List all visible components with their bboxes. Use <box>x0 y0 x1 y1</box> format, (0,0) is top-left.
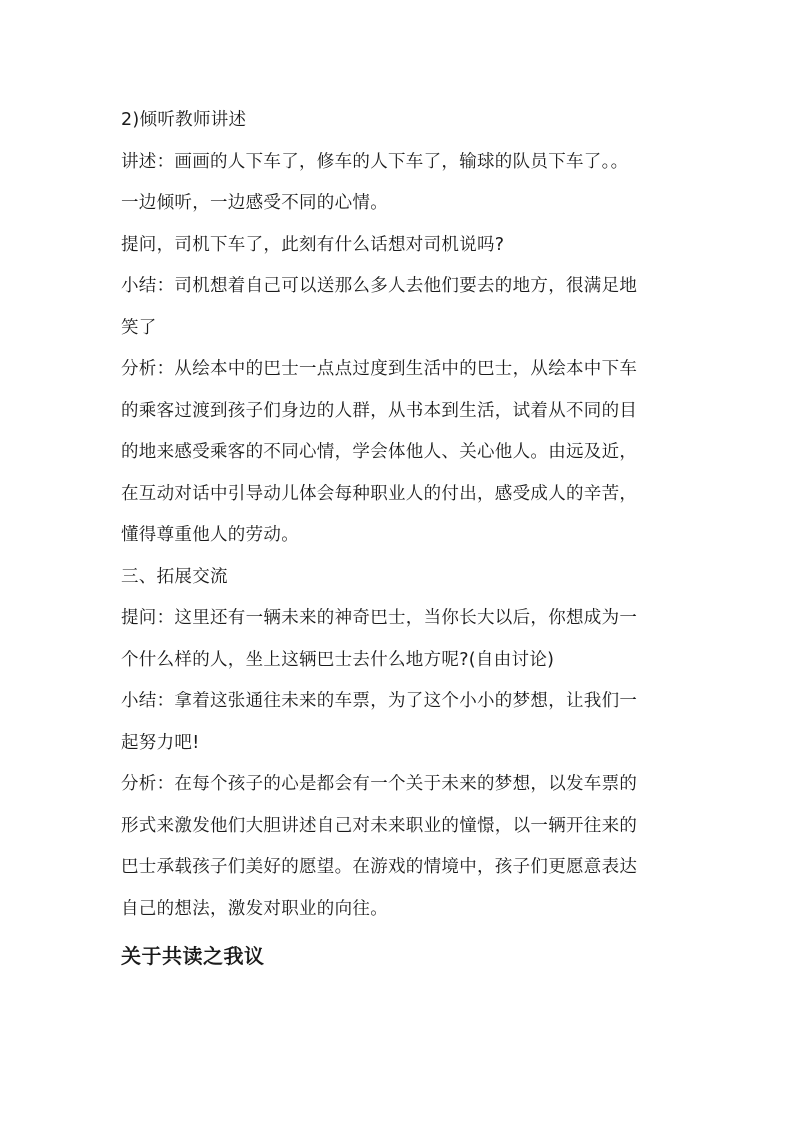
paragraph-line: 2)倾听教师讲述 <box>121 110 247 130</box>
paragraph-line: 小结：拿着这张通往未来的车票，为了这个小小的梦想，让我们一 <box>121 691 638 711</box>
section-title: 三、拓展交流 <box>121 566 228 587</box>
paragraph-line: 小结：司机想着自己可以送那么多人去他们要去的地方，很满足地 <box>121 276 638 296</box>
paragraph-line: 的地来感受乘客的不同心情，学会体他人、关心他人。由远及近， <box>121 442 638 462</box>
paragraph-line: 讲述：画画的人下车了，修车的人下车了，输球的队员下车了。。 <box>121 151 629 172</box>
paragraph-line: 起努力吧! <box>121 732 200 753</box>
article-heading: 关于共读之我议 <box>121 944 265 968</box>
paragraph-line: 笑了 <box>121 317 157 338</box>
document-body <box>121 100 676 976</box>
paragraph-line: 提问，司机下车了，此刻有什么话想对司机说吗? <box>121 234 505 255</box>
paragraph-line: 分析：在每个孩子的心是都会有一个关于未来的梦想，以发车票的 <box>121 774 638 794</box>
paragraph-line: 个什么样的人，坐上这辆巴士去什么地方呢?(自由讨论) <box>121 649 555 670</box>
paragraph-line: 分析：从绘本中的巴士一点点过度到生活中的巴士，从绘本中下车 <box>121 359 638 379</box>
paragraph-line: 在互动对话中引导动儿体会每种职业人的付出，感受成人的辛苦， <box>121 483 638 504</box>
paragraph-line: 提问：这里还有一辆未来的神奇巴士，当你长大以后，你想成为一 <box>121 608 638 628</box>
paragraph-line: 自己的想法，激发对职业的向往。 <box>121 898 388 919</box>
paragraph-line: 的乘客过渡到孩子们身边的人群，从书本到生活，试着从不同的目 <box>121 400 638 421</box>
paragraph-line: 形式来激发他们大胆讲述自己对未来职业的憧憬，以一辆开往来的 <box>121 815 638 836</box>
paragraph-line: 巴士承载孩子们美好的愿望。在游戏的情境中，孩子们更愿意表达 <box>121 857 638 877</box>
paragraph-line: 懂得尊重他人的劳动。 <box>121 525 299 545</box>
paragraph-line: 一边倾听，一边感受不同的心情。 <box>121 193 388 213</box>
